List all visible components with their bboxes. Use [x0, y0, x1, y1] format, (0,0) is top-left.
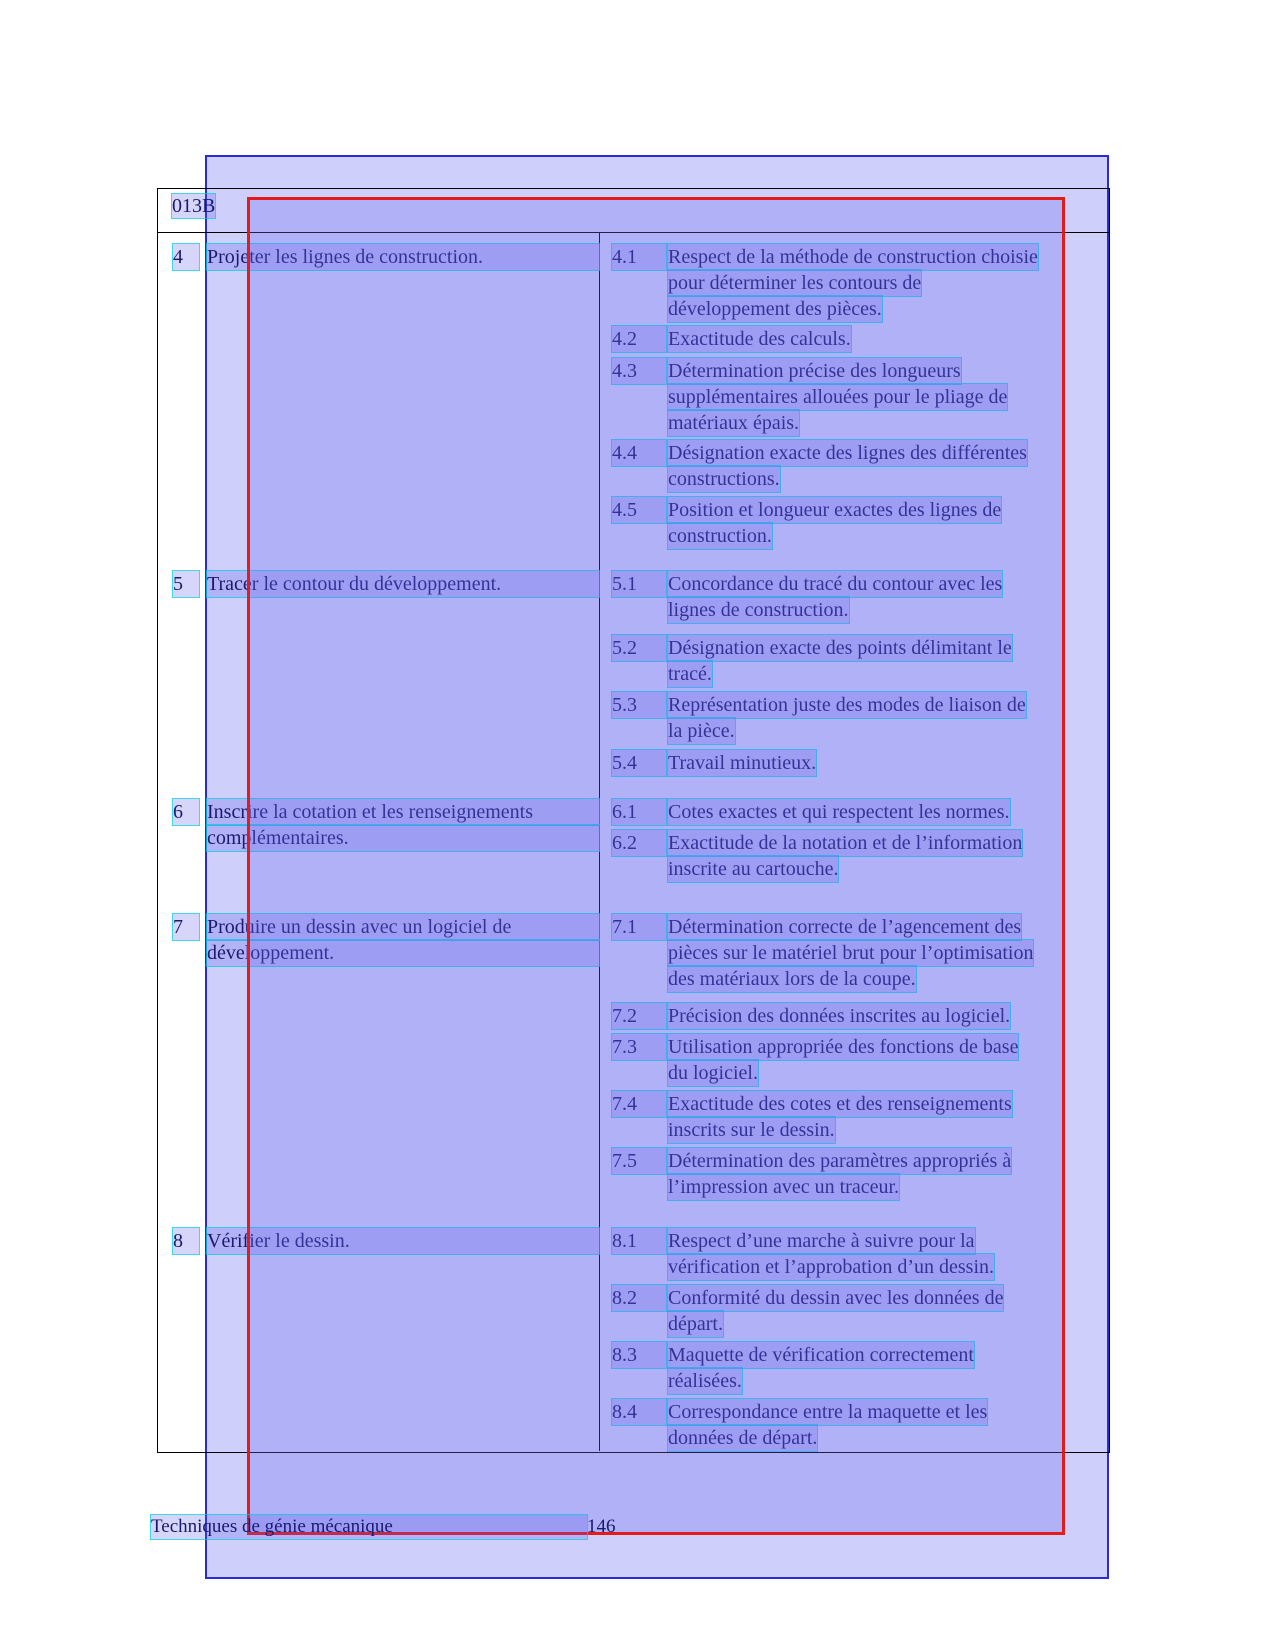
criterion-number: 4.4: [612, 440, 666, 466]
competency-number: 7: [173, 914, 199, 940]
criterion-text: Exactitude des calculs.: [668, 328, 851, 350]
competency-number: 5: [173, 571, 199, 597]
criterion-number: 8.1: [612, 1228, 666, 1254]
criterion-text: développement des pièces.: [668, 298, 882, 320]
criterion-text: Concordance du tracé du contour avec les: [668, 573, 1003, 595]
criterion-text: Position et longueur exactes des lignes de: [668, 499, 1002, 521]
criterion-text: des matériaux lors de la coupe.: [668, 968, 916, 990]
criterion-text: la pièce.: [668, 720, 735, 742]
competency-text: Produire un dessin avec un logiciel de: [207, 914, 599, 940]
criterion-number: 4.1: [612, 244, 666, 270]
criterion-text: Exactitude des cotes et des renseignements: [668, 1093, 1012, 1115]
criterion-number: 8.2: [612, 1285, 666, 1311]
criterion-text: Cotes exactes et qui respectent les normes.: [668, 801, 1010, 823]
criterion-text: départ.: [668, 1313, 723, 1335]
criterion-text: Détermination des paramètres appropriés à: [668, 1150, 1012, 1172]
criterion-text: réalisées.: [668, 1370, 742, 1392]
criterion-text: inscrite au cartouche.: [668, 858, 839, 880]
criterion-text: Respect de la méthode de construction choisie: [668, 246, 1038, 268]
criterion-text: Désignation exacte des lignes des différentes: [668, 442, 1027, 464]
criterion-number: 5.3: [612, 692, 666, 718]
criterion-text: inscrits sur le dessin.: [668, 1119, 835, 1141]
criterion-text: données de départ.: [668, 1427, 818, 1449]
criterion-text: lignes de construction.: [668, 599, 849, 621]
annotation-inner-box: [247, 197, 1065, 1535]
criterion-text: tracé.: [668, 663, 712, 685]
criterion-text: pour déterminer les contours de: [668, 272, 922, 294]
footer-page-number: 146: [587, 1516, 616, 1537]
criterion-number: 5.2: [612, 635, 666, 661]
criterion-text: matériaux épais.: [668, 412, 800, 434]
competency-text: complémentaires.: [207, 825, 599, 851]
criterion-text: Conformité du dessin avec les données de: [668, 1287, 1004, 1309]
criterion-number: 6.2: [612, 830, 666, 856]
criterion-text: Détermination précise des longueurs: [668, 360, 961, 382]
criterion-text: Respect d’une marche à suivre pour la: [668, 1230, 975, 1252]
competency-text: développement.: [207, 940, 599, 966]
criterion-text: vérification et l’approbation d’un dessin.: [668, 1256, 995, 1278]
criterion-text: pièces sur le matériel brut pour l’optimisation: [668, 942, 1034, 964]
competency-text: Vérifier le dessin.: [207, 1228, 599, 1254]
footer-title: Techniques de génie mécanique: [151, 1515, 587, 1539]
criterion-number: 7.1: [612, 914, 666, 940]
criterion-number: 5.4: [612, 750, 666, 776]
criterion-number: 8.4: [612, 1399, 666, 1425]
criterion-number: 4.3: [612, 358, 666, 384]
criterion-text: Détermination correcte de l’agencement des: [668, 916, 1022, 938]
competency-text: Inscrire la cotation et les renseignements: [207, 799, 599, 825]
competency-number: 6: [173, 799, 199, 825]
criterion-text: du logiciel.: [668, 1062, 758, 1084]
competency-text: Tracer le contour du développement.: [207, 571, 599, 597]
criterion-number: 4.2: [612, 326, 666, 352]
competency-text: Projeter les lignes de construction.: [207, 244, 599, 270]
criterion-number: 8.3: [612, 1342, 666, 1368]
criterion-text: constructions.: [668, 468, 780, 490]
criterion-text: Correspondance entre la maquette et les: [668, 1401, 988, 1423]
table-header-code: 013B: [172, 195, 216, 217]
criterion-number: 7.2: [612, 1003, 666, 1029]
criterion-text: Maquette de vérification correctement: [668, 1344, 974, 1366]
criterion-text: Utilisation appropriée des fonctions de base: [668, 1036, 1019, 1058]
criterion-text: Travail minutieux.: [668, 752, 817, 774]
criterion-text: Désignation exacte des points délimitant le: [668, 637, 1012, 659]
criterion-text: Exactitude de la notation et de l’information: [668, 832, 1023, 854]
criterion-text: l’impression avec un traceur.: [668, 1176, 900, 1198]
criterion-number: 6.1: [612, 799, 666, 825]
criterion-number: 7.3: [612, 1034, 666, 1060]
criterion-number: 7.4: [612, 1091, 666, 1117]
criterion-number: 7.5: [612, 1148, 666, 1174]
competency-number: 8: [173, 1228, 199, 1254]
criterion-text: Précision des données inscrites au logiciel.: [668, 1005, 1011, 1027]
criterion-text: construction.: [668, 525, 772, 547]
criterion-number: 5.1: [612, 571, 666, 597]
criterion-text: supplémentaires allouées pour le pliage de: [668, 386, 1008, 408]
criterion-number: 4.5: [612, 497, 666, 523]
criterion-text: Représentation juste des modes de liaison de: [668, 694, 1026, 716]
competency-number: 4: [173, 244, 199, 270]
